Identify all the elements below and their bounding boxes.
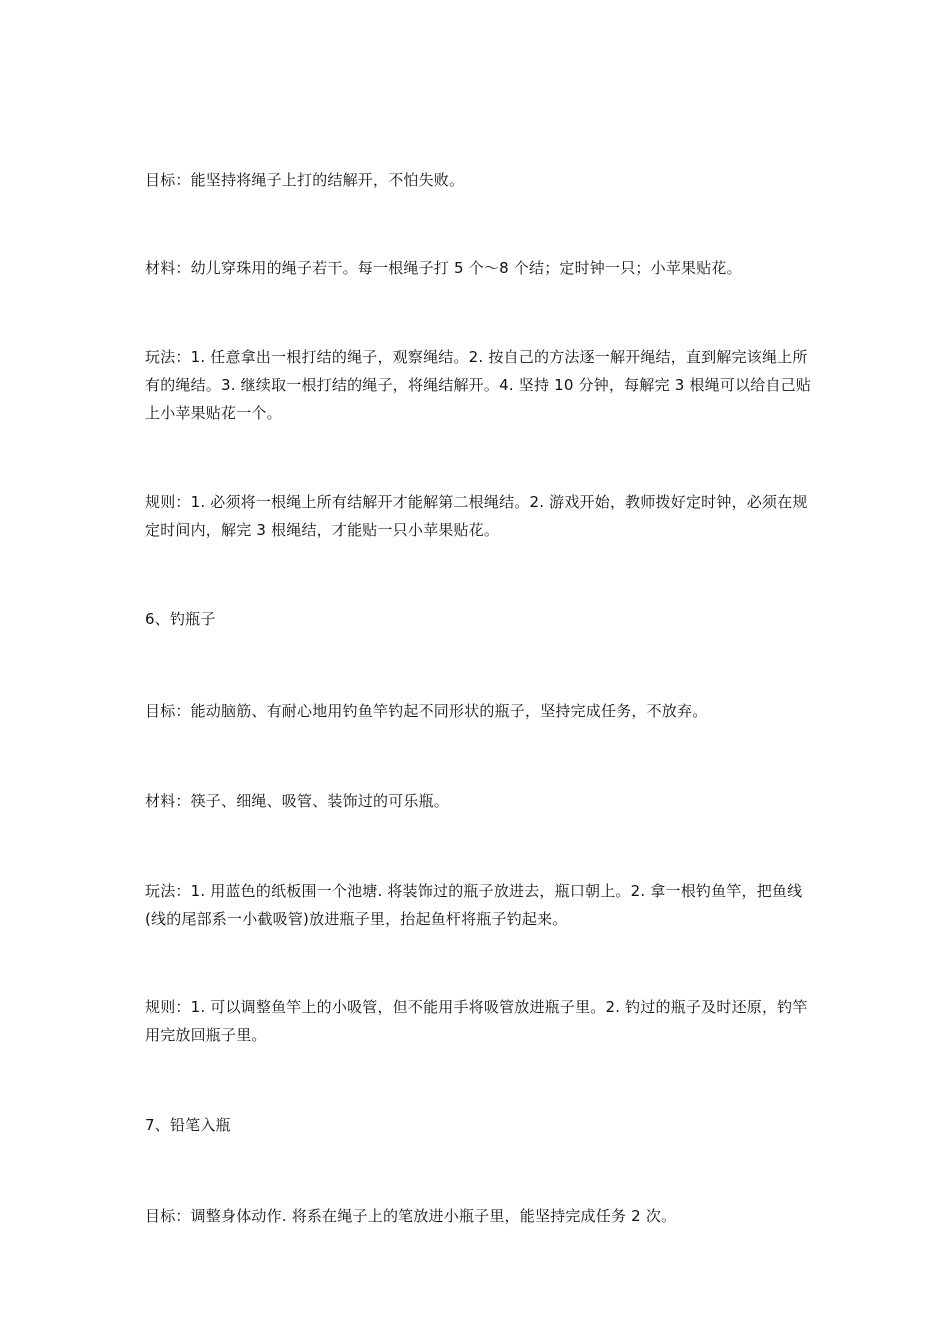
section-heading-pencil-bottle: 7、铅笔入瓶 — [145, 1116, 231, 1134]
section-heading-fishing-bottles: 6、钓瓶子 — [145, 610, 216, 628]
rules-paragraph-knots: 规则：1. 必须将一根绳上所有结解开才能解第二根绳结。2. 游戏开始，教师拨好定时钟，必须在规定时间内，解完 3 根绳结，才能贴一只小苹果贴花。 — [145, 493, 808, 539]
goal-paragraph-pencil: 目标：调整身体动作. 将系在绳子上的笔放进小瓶子里，能坚持完成任务 2 次。 — [145, 1207, 677, 1225]
materials-paragraph-knots: 材料：幼儿穿珠用的绳子若干。每一根绳子打 5 个～8 个结；定时钟一只；小苹果贴花。 — [145, 259, 742, 277]
method-paragraph-knots: 玩法：1. 任意拿出一根打结的绳子，观察绳结。2. 按自己的方法逐一解开绳结，直到解完该绳上所有的绳结。3. 继续取一根打结的绳子，将绳结解开。4. 坚持 10 分钟，每解完 3 根绳可以给自己贴上小苹果贴花一个。 — [145, 348, 812, 422]
rules-paragraph-fishing: 规则：1. 可以调整鱼竿上的小吸管，但不能用手将吸管放进瓶子里。2. 钓过的瓶子及时还原，钓竿用完放回瓶子里。 — [145, 998, 808, 1044]
goal-paragraph-knots: 目标：能坚持将绳子上打的结解开，不怕失败。 — [145, 171, 465, 189]
goal-paragraph-fishing: 目标：能动脑筋、有耐心地用钓鱼竿钓起不同形状的瓶子，坚持完成任务，不放弃。 — [145, 702, 708, 720]
materials-paragraph-fishing: 材料：筷子、细绳、吸管、装饰过的可乐瓶。 — [145, 792, 450, 810]
method-paragraph-fishing: 玩法：1. 用蓝色的纸板围一个池塘. 将装饰过的瓶子放进去，瓶口朝上。2. 拿一根钓鱼竿，把鱼线(线的尾部系一小截吸管)放进瓶子里，抬起鱼杆将瓶子钓起来。 — [145, 882, 803, 928]
